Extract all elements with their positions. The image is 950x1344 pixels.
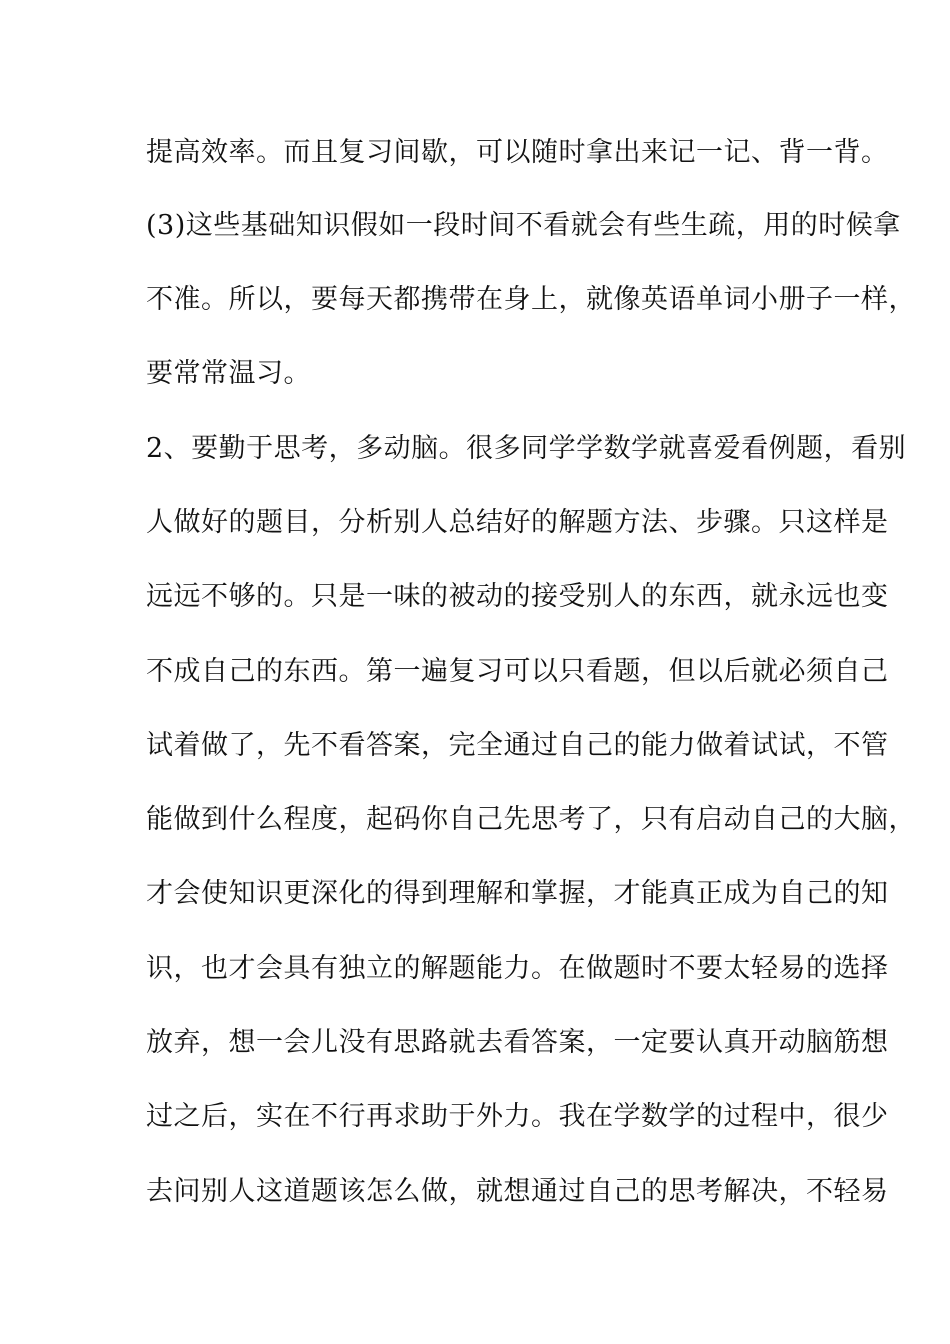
text-line: 提高效率。而且复习间歇，可以随时拿出来记一记、背一背。: [146, 137, 889, 168]
text-line: 才会使知识更深化的得到理解和掌握，才能真正成为自己的知: [146, 878, 889, 909]
text-line: 试着做了，先不看答案，完全通过自己的能力做着试试，不管: [146, 730, 889, 761]
text-line: 人做好的题目，分析别人总结好的解题方法、步骤。只这样是: [146, 507, 889, 538]
text-line: 要常常温习。: [146, 358, 311, 389]
text-line: 不成自己的东西。第一遍复习可以只看题，但以后就必须自己: [146, 656, 889, 687]
text-line: 放弃，想一会儿没有思路就去看答案，一定要认真开动脑筋想: [146, 1027, 889, 1058]
text-line: 能做到什么程度，起码你自己先思考了，只有启动自己的大脑，: [146, 804, 916, 835]
text-line: (3)这些基础知识假如一段时间不看就会有些生疏，用的时候拿: [146, 210, 901, 241]
text-line: 去问别人这道题该怎么做，就想通过自己的思考解决，不轻易: [146, 1176, 889, 1207]
text-line: 远远不够的。只是一味的被动的接受别人的东西，就永远也变: [146, 581, 889, 612]
text-line: 过之后，实在不行再求助于外力。我在学数学的过程中，很少: [146, 1101, 889, 1132]
text-line: 不准。所以，要每天都携带在身上，就像英语单词小册子一样，: [146, 284, 916, 315]
text-line: 2、要勤于思考，多动脑。很多同学学数学就喜爱看例题，看别: [146, 433, 907, 464]
text-line: 识，也才会具有独立的解题能力。在做题时不要太轻易的选择: [146, 953, 889, 984]
